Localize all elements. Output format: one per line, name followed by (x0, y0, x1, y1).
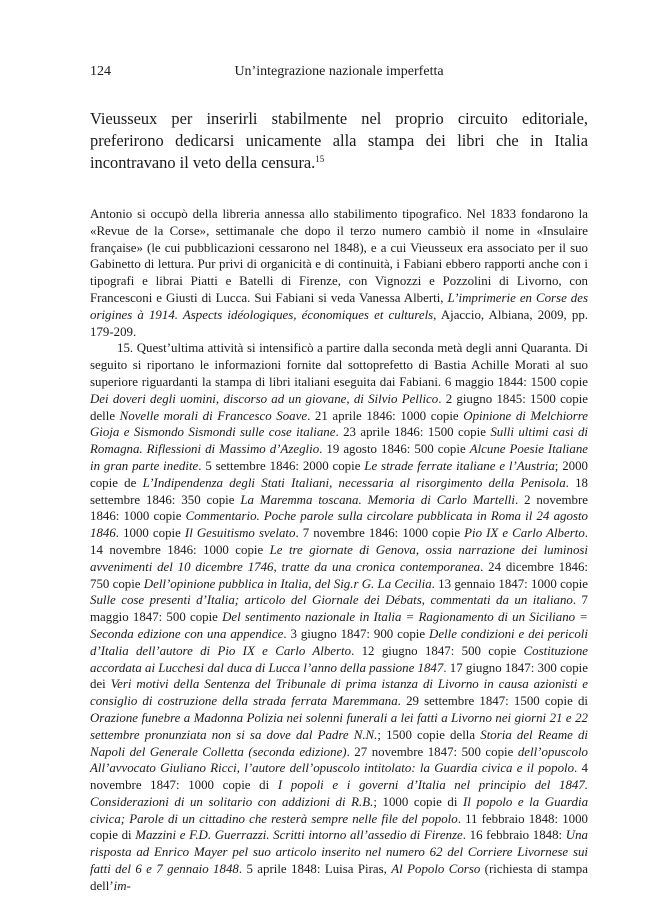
italic-title-run: I popoli e i governi d’Italia nel principio del 1847. Considerazioni di un solitario con addizioni di R.B. (90, 778, 588, 809)
text-run: . 3 giugno 1847: 900 copie (283, 626, 430, 641)
text-run: 15. Quest’ultima attività si intensificò a partire dalla seconda metà degli anni Quaranta. Di seguito si riportano le informazioni fornite dal sottoprefetto di Bastia Achille Morati al suo superiore riguardanti la stampa di libri italiani eseguita dai Fabiani. 6 maggio 1844: 1500 copie (90, 341, 588, 389)
text-run: (richiesta di stampa dell’ (90, 862, 588, 893)
italic-title-run: Sulli ultimi casi di Romagna. Riflessioni di Massimo d’Azeglio (90, 425, 588, 457)
text-run: . 5 aprile 1848: Luisa Piras, (238, 862, 392, 877)
text-run: . 24 dicembre 1846: 750 copie (90, 559, 588, 591)
text-run: ; 2000 copie de (90, 458, 588, 490)
italic-title-run: Opinione di Melchiorre Gioja e Sismondo Sismondi sulle cose italiane (90, 408, 588, 440)
italic-title-run: Costituzione accordata ai Lucchesi dal duca di Lucca l’anno della passione 1847 (90, 643, 589, 675)
italic-title-run: Pio IX e Carlo Alberto (464, 526, 585, 541)
body-text: Vieusseux per inserirli stabilmente nel proprio circuito editoriale, preferirono dedicarsi unicamente alla stampa dei libri che in Italia incontravano il veto della censura. (90, 109, 588, 172)
italic-title-run: Al Popolo Corso (391, 862, 481, 877)
italic-title-run: Orazione funebre a Madonna Polizia nei solenni funerali a lei fatti a Livorno nei giorni 21 e 22 settembre pronunziata non si sa dove dal Padre N.N. (90, 710, 588, 742)
text-run: . 29 settembre 1847: 1500 copie di (397, 694, 588, 709)
text-run: . 7 novembre 1846: 1000 copie (295, 526, 465, 541)
italic-title-run: Veri motivi della Sentenza del Tribunale di prima istanza di Livorno in causa azionisti e consiglio di costruzione della strada ferrata Maremmana (90, 677, 588, 709)
italic-title-run: Dei doveri degli uomini, discorso ad un giovane, di Silvio Pellico (90, 391, 439, 406)
footnotes (90, 206, 588, 895)
text-run: . 11 febbraio 1848: 1000 copie di (90, 811, 588, 843)
text-run: . 14 novembre 1846: 1000 copie (90, 526, 589, 557)
footnote-14-continuation (90, 206, 588, 340)
italic-title-run: Alcune Poesie Italiane in gran parte inedite (90, 442, 588, 473)
text-run: . 13 gennaio 1847: 1000 copie (431, 576, 588, 591)
italic-title-run: Commentario. Poche parole sulla circolare pubblicata in Roma il 24 agosto 1846 (90, 509, 588, 541)
italic-title-run: Il Gesuitismo svelato (184, 526, 296, 541)
italic-title-run: Dell’opinione pubblica in Italia, del Sig.r G. La Cecilia (143, 576, 432, 591)
italic-title-run: Una risposta ad Enrico Mayer pel suo articolo inserito nel numero 62 del Corriere Livornese sui fatti del 6 e 7 gennaio 1848 (90, 828, 588, 877)
italic-title-run: Delle condizioni e dei pericoli d’Italia dell’autore di Pio IX e Carlo Alberto (90, 626, 588, 658)
page-number: 124 (90, 64, 111, 79)
italic-title-run: La Maremma toscana. Memoria di Carlo Martelli (240, 492, 515, 507)
text-run: . 2 novembre 1846: 1000 copie (90, 492, 588, 524)
italic-title-run: Le tre giornate di Genova, ossia narrazione dei luminosi avvenimenti del 10 dicembre 1746, tratte da una cronica contemporanea (90, 542, 589, 574)
text-run: . 21 aprile 1846: 1000 copie (307, 408, 464, 423)
italic-title-run: Storia del Reame di Napoli del Generale Colletta (seconda edizione) (90, 727, 589, 759)
text-run: . 5 settembre 1846: 2000 copie (198, 458, 365, 473)
italic-title-run: Il popolo e la Guardia civica; Parole di un cittadino che resterà sempre nelle file del popolo (90, 794, 589, 826)
text-run: . 1000 copie (115, 526, 185, 541)
italic-title-run: L’Indipendenza degli Stati Italiani, necessaria al risorgimento della Penisola (142, 475, 566, 490)
italic-title-run: im- (113, 878, 131, 893)
italic-title-run: Le strade ferrate italiane e l’Austria (364, 458, 555, 473)
text-run: . 16 febbraio 1848: (462, 828, 566, 843)
text-run: ; 1000 copie di (373, 794, 464, 809)
text-run: ; 1500 copie della (377, 727, 481, 742)
footnote-reference[interactable]: 15 (315, 154, 325, 164)
text-run: . 4 novembre 1847: 1000 copie di (90, 761, 589, 793)
running-title: Un’integrazione nazionale imperfetta (234, 64, 444, 79)
text-run: . 2 giugno 1845: 1500 copie delle (90, 391, 588, 423)
italic-title-run: Novelle morali di Francesco Soave (119, 408, 308, 423)
italic-title-run: Sulle cose presenti d’Italia; articolo del Giornale dei Débats, commentati da un italiano (90, 593, 573, 608)
text-run: . 12 giugno 1847: 500 copie (351, 643, 524, 658)
italic-title-run: Del sentimento nazionale in Italia = Ragionamento di un Siciliano = Seconda edizione con una appendice (90, 610, 588, 641)
text-run: . 23 aprile 1846: 1500 copie (335, 425, 491, 440)
text-run: Antonio si occupò della libreria annessa allo stabilimento tipografico. Nel 1833 fondarono la «Revue de la Corse», settimanale che dopo il terzo numero cambiò il nome in «Insulaire française» (le cui pubblicazioni cessarono nel 1848), e a cui Vieusseux era associato per il suo Gabinetto di lettura. Pur privi di organicità e di continuità, i Fabiani ebbero rapporti anche con i tipografi e librai Piatti e Batelli di Firenze, con Vignozzi e Pozzolini di Livorno, con Francesconi e Giusti di Lucca. Sui Fabiani si veda Vanessa Alberti, (90, 207, 588, 305)
text-run: . 27 novembre 1847: 500 copie (346, 744, 518, 759)
text-run: . 7 maggio 1847: 500 copie (90, 593, 589, 625)
text-run: . 17 giugno 1847: 300 copie dei (90, 660, 588, 692)
italic-title-run: L’imprimerie en Corse des origines à 1914. Aspects idéologiques, économiques et culturels (90, 290, 588, 322)
italic-title-run: dell’opuscolo All’avvocato Giuliano Ricci, l’autore dell’opuscolo intitolato: la Guardia civica e il popolo (90, 744, 588, 776)
text-run: , Ajaccio, Albiana, 2009, pp. 179-209. (90, 307, 588, 339)
italic-title-run: Mazzini e F.D. Guerrazzi. Scritti intorno all’assedio di Firenze (135, 828, 463, 843)
text-run: . 19 agosto 1846: 500 copie (319, 442, 470, 457)
body-paragraph (90, 108, 588, 174)
text-run: . 18 settembre 1846: 350 copie (90, 475, 588, 507)
footnote-15 (90, 340, 588, 894)
